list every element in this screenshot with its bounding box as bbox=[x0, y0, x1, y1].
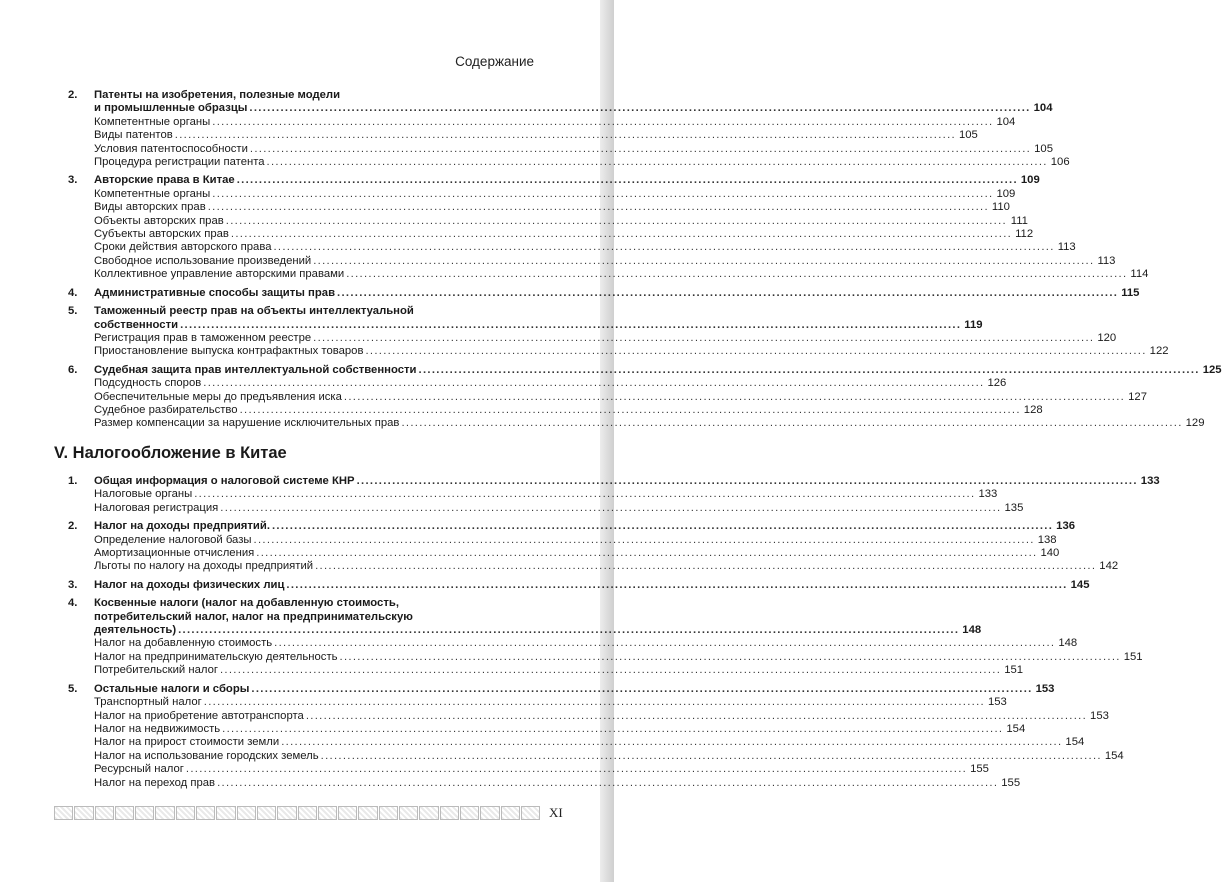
toc-page-number: 151 bbox=[1123, 650, 1143, 663]
footer-ornament-tile bbox=[135, 806, 154, 820]
footer-ornament-tile bbox=[277, 806, 296, 820]
toc-entry[interactable] bbox=[68, 475, 1160, 488]
toc-subentry-title: Налог на недвижимость bbox=[94, 722, 221, 735]
footer-ornament-tile bbox=[501, 806, 520, 820]
toc-leader-dots bbox=[274, 637, 1055, 650]
footer-ornament-tile bbox=[95, 806, 114, 820]
toc-subentry[interactable] bbox=[68, 268, 1149, 281]
toc-page-number: 105 bbox=[1034, 142, 1053, 155]
toc-entry[interactable] bbox=[68, 682, 1055, 696]
footer-ornament-tile bbox=[155, 806, 174, 820]
toc-subentry[interactable] bbox=[68, 115, 1016, 129]
toc-subentry[interactable] bbox=[68, 533, 1057, 547]
toc-subentry-title: Объекты авторских прав bbox=[94, 214, 224, 227]
footer-ornament-tile bbox=[54, 806, 73, 820]
footer-ornament-tile bbox=[460, 806, 479, 820]
toc-subentry[interactable] bbox=[68, 547, 1060, 560]
footer-ornament-tile bbox=[521, 806, 540, 820]
toc-leader-dots bbox=[256, 547, 1037, 560]
footer-ornament-tile bbox=[480, 806, 499, 820]
toc-entry-title: Общая информация о налоговой системе КНР bbox=[94, 475, 355, 487]
toc-leader-dots bbox=[272, 520, 1053, 533]
toc-subentry[interactable] bbox=[68, 749, 1124, 763]
toc-page-number: 104 bbox=[1033, 102, 1053, 115]
toc-page-number: 136 bbox=[1056, 520, 1076, 533]
toc-subentry-title: Налог на добавленную стоимость bbox=[94, 637, 273, 650]
toc-entry-number: 6. bbox=[68, 363, 78, 376]
footer-ornament-tile bbox=[419, 806, 438, 820]
footer-ornament-tile bbox=[298, 806, 317, 820]
toc-page-number: 153 bbox=[1035, 682, 1055, 695]
toc-page-number: 155 bbox=[970, 763, 989, 776]
toc-subentry[interactable] bbox=[68, 142, 1053, 156]
toc-indent bbox=[68, 611, 94, 624]
toc-leader-dots bbox=[217, 777, 998, 790]
toc-entry[interactable] bbox=[68, 363, 1222, 377]
toc-subentry[interactable] bbox=[68, 228, 1034, 241]
toc-page-number: 135 bbox=[1004, 501, 1024, 514]
toc-leader-dots bbox=[337, 287, 1118, 300]
toc-entry[interactable] bbox=[68, 102, 1053, 115]
toc-subentry[interactable] bbox=[68, 129, 978, 142]
toc-leader-dots bbox=[365, 345, 1146, 358]
toc-entry-title: потребительский налог, налог на предпринимательскую bbox=[94, 610, 413, 623]
toc-entry-number: 5. bbox=[68, 305, 78, 318]
toc-subentry-title: Налог на переход прав bbox=[94, 776, 216, 789]
toc-leader-dots bbox=[251, 683, 1032, 696]
toc-page-number: 113 bbox=[1057, 241, 1076, 254]
toc-page-number: 133 bbox=[1140, 475, 1160, 487]
toc-subentry[interactable] bbox=[68, 696, 1007, 709]
toc-subentry-title: Обеспечительные меры до предъявления иска bbox=[94, 390, 342, 403]
toc-subentry-title: Налоговая регистрация bbox=[94, 501, 219, 514]
toc-leader-dots bbox=[212, 188, 993, 201]
toc-page-number: 154 bbox=[1006, 722, 1026, 735]
toc-leader-dots bbox=[315, 560, 1096, 573]
toc-subentry[interactable] bbox=[68, 241, 1076, 254]
toc-leader-dots bbox=[220, 664, 1001, 677]
toc-leader-dots bbox=[226, 215, 1007, 228]
toc-page-number: 111 bbox=[1010, 214, 1028, 227]
toc-subentry[interactable] bbox=[68, 709, 1109, 723]
toc-entry-line bbox=[68, 611, 534, 624]
toc-subentry-title: Подсудность споров bbox=[94, 377, 202, 390]
toc-page-number: 106 bbox=[1050, 156, 1070, 169]
toc-leader-dots bbox=[344, 391, 1125, 404]
toc-page-number: 122 bbox=[1149, 345, 1169, 358]
toc-leader-dots bbox=[203, 377, 984, 390]
toc-subentry-title: Потребительский налог bbox=[94, 664, 218, 677]
toc-entry-title: и промышленные образцы bbox=[94, 102, 248, 115]
toc-subentry[interactable] bbox=[68, 390, 1147, 404]
toc-page-number: 128 bbox=[1023, 403, 1043, 416]
toc-leader-dots bbox=[346, 268, 1127, 281]
footer-ornament-tile bbox=[196, 806, 215, 820]
toc-page-number: 151 bbox=[1004, 664, 1024, 677]
toc-subentry[interactable] bbox=[68, 331, 1117, 345]
toc-page-number: 154 bbox=[1065, 736, 1085, 749]
toc-page-number: 104 bbox=[996, 115, 1016, 128]
toc-list-tax bbox=[68, 475, 1160, 790]
toc-entry-title: Патенты на изобретения, полезные модели bbox=[94, 89, 341, 101]
toc-subentry[interactable] bbox=[68, 156, 1070, 169]
toc-leader-dots bbox=[194, 488, 975, 501]
toc-leader-dots bbox=[222, 723, 1003, 736]
toc-leader-dots bbox=[321, 750, 1102, 763]
toc-page-number: 129 bbox=[1185, 417, 1205, 430]
toc-entry-title: Косвенные налоги (налог на добавленную стоимость, bbox=[94, 597, 399, 610]
toc-leader-dots bbox=[186, 763, 967, 776]
toc-entry-title: деятельность) bbox=[94, 624, 177, 637]
toc-page-number: 148 bbox=[962, 624, 982, 637]
toc-leader-dots bbox=[306, 710, 1087, 723]
toc-entry-title: Таможенный реестр прав на объекты интеллектуальной bbox=[94, 305, 414, 318]
toc-leader-dots bbox=[231, 228, 1012, 241]
toc-page-number: 133 bbox=[978, 488, 998, 501]
footer-ornament-tile bbox=[237, 806, 256, 820]
toc-subentry-title: Приостановление выпуска контрафактных товаров bbox=[94, 345, 364, 358]
footer-ornament-tile bbox=[74, 806, 93, 820]
toc-entry[interactable] bbox=[68, 318, 983, 332]
toc-subentry-title: Субъекты авторских прав bbox=[94, 228, 229, 241]
toc-leader-dots bbox=[281, 736, 1062, 749]
toc-page-number: 109 bbox=[1020, 174, 1040, 187]
footer-ornament-tile bbox=[399, 806, 418, 820]
toc-entry-title: Авторские права в Китае bbox=[94, 174, 235, 187]
toc-leader-dots bbox=[357, 475, 1138, 488]
toc-page-number: 110 bbox=[991, 201, 1010, 214]
toc-leader-dots bbox=[240, 404, 1021, 417]
toc-entry-number: 3. bbox=[68, 174, 78, 187]
toc-page-number: 140 bbox=[1040, 547, 1060, 560]
toc-page-number: 105 bbox=[958, 129, 978, 142]
toc-leader-dots bbox=[237, 174, 1018, 187]
toc-subentry-title: Налог на предпринимательскую деятельность bbox=[94, 650, 338, 663]
toc-subentry-title: Ресурсный налог bbox=[94, 763, 184, 776]
toc-leader-dots bbox=[313, 332, 1094, 345]
toc-leader-dots bbox=[212, 116, 993, 129]
toc-subentry-title: Виды патентов bbox=[94, 129, 173, 142]
page-number: XI bbox=[549, 805, 563, 820]
toc-page-number: 125 bbox=[1202, 363, 1222, 376]
toc-subentry[interactable] bbox=[68, 776, 1021, 790]
toc-subentry-title: Налог на использование городских земель bbox=[94, 749, 319, 762]
footer-ornament-tile bbox=[216, 806, 235, 820]
toc-page-number: 154 bbox=[1104, 749, 1124, 762]
toc-entry-number: 2. bbox=[68, 520, 78, 533]
toc-leader-dots bbox=[204, 696, 985, 709]
toc-page-number: 115 bbox=[1121, 286, 1140, 299]
running-header: Содержание bbox=[455, 54, 534, 69]
footer-ornament-tile bbox=[379, 806, 398, 820]
footer-ornament-tile bbox=[176, 806, 195, 820]
toc-entry-number: 3. bbox=[68, 578, 78, 591]
toc-leader-dots bbox=[313, 255, 1094, 268]
toc-subentry[interactable] bbox=[68, 736, 1085, 749]
toc-subentry-title: Компетентные органы bbox=[94, 187, 211, 200]
footer-ornament-tile bbox=[358, 806, 377, 820]
toc-entry[interactable] bbox=[68, 624, 982, 637]
toc-subentry-title: Размер компенсации за нарушение исключительных прав bbox=[94, 417, 400, 430]
toc-entry-number: 4. bbox=[68, 286, 78, 299]
footer-ornament-tile bbox=[257, 806, 276, 820]
toc-subentry[interactable] bbox=[68, 417, 1205, 430]
toc-leader-dots bbox=[286, 579, 1067, 592]
toc-subentry-title: Налоговые органы bbox=[94, 488, 193, 501]
toc-subentry[interactable] bbox=[68, 560, 1119, 573]
toc-entry[interactable] bbox=[68, 174, 1040, 187]
toc-leader-dots bbox=[220, 502, 1001, 515]
toc-entry-title: Административные способы защиты прав bbox=[94, 286, 336, 299]
toc-subentry-title: Коллективное управление авторскими правами bbox=[94, 268, 345, 281]
section-title: V. Налогообложение в Китае bbox=[54, 444, 287, 462]
toc-subentry-title: Транспортный налог bbox=[94, 696, 202, 709]
toc-subentry[interactable] bbox=[68, 664, 1024, 677]
toc-subentry-title: Свободное использование произведений bbox=[94, 254, 312, 267]
toc-leader-dots bbox=[175, 129, 956, 142]
toc-subentry-title: Амортизационные отчисления bbox=[94, 547, 255, 560]
toc-entry-line bbox=[68, 305, 534, 318]
toc-subentry[interactable] bbox=[68, 650, 1143, 664]
toc-entry-title: Остальные налоги и сборы bbox=[94, 682, 250, 695]
toc-page-number: 142 bbox=[1099, 560, 1119, 573]
footer-ornament-tile bbox=[440, 806, 459, 820]
toc-subentry[interactable] bbox=[68, 501, 1024, 515]
toc-subentry-title: Виды авторских прав bbox=[94, 201, 206, 214]
footer-ornament-tile bbox=[338, 806, 357, 820]
toc-subentry[interactable] bbox=[68, 201, 1010, 214]
toc-page-number: 127 bbox=[1128, 390, 1147, 403]
toc-page-number: 119 bbox=[964, 318, 983, 331]
toc-subentry[interactable] bbox=[68, 187, 1016, 201]
toc-leader-dots bbox=[180, 319, 961, 332]
toc-page-number: 155 bbox=[1001, 776, 1021, 789]
toc-subentry-title: Процедура регистрации патента bbox=[94, 156, 265, 169]
toc-leader-dots bbox=[254, 534, 1035, 547]
toc-leader-dots bbox=[250, 143, 1031, 156]
toc-subentry[interactable] bbox=[68, 377, 1007, 390]
toc-subentry-title: Налог на приобретение автотранспорта bbox=[94, 709, 304, 722]
toc-leader-dots bbox=[419, 364, 1200, 377]
toc-subentry[interactable] bbox=[68, 722, 1026, 736]
toc-entry-number: 1. bbox=[68, 475, 78, 487]
toc-subentry[interactable] bbox=[68, 488, 998, 501]
toc-entry-title: Налог на доходы предприятий. bbox=[94, 520, 270, 533]
toc-entry-title: собственности bbox=[94, 318, 179, 331]
toc-entry-line bbox=[68, 89, 534, 102]
toc-list-ip bbox=[68, 89, 1222, 431]
toc-subentry[interactable] bbox=[68, 254, 1116, 268]
toc-page-number: 120 bbox=[1097, 331, 1117, 344]
toc-page-number: 126 bbox=[987, 377, 1007, 390]
toc-entry-line bbox=[68, 597, 534, 610]
toc-subentry-title: Судебное разбирательство bbox=[94, 403, 238, 416]
toc-subentry[interactable] bbox=[68, 403, 1043, 417]
toc-entry-title: Судебная защита прав интеллектуальной собственности bbox=[94, 363, 417, 376]
toc-page-number: 148 bbox=[1058, 637, 1078, 650]
footer-ornament-tile bbox=[318, 806, 337, 820]
toc-page-number: 109 bbox=[996, 187, 1016, 200]
toc-leader-dots bbox=[178, 624, 959, 637]
toc-entry-number: 2. bbox=[68, 89, 78, 101]
toc-page-number: 145 bbox=[1070, 578, 1090, 591]
toc-leader-dots bbox=[401, 417, 1182, 430]
toc-entry[interactable] bbox=[68, 578, 1090, 592]
toc-entry[interactable] bbox=[68, 286, 1140, 300]
toc-subentry[interactable] bbox=[68, 637, 1078, 650]
toc-subentry[interactable] bbox=[68, 763, 989, 776]
toc-entry-title: Налог на доходы физических лиц bbox=[94, 578, 285, 591]
toc-subentry-title: Определение налоговой базы bbox=[94, 533, 252, 546]
decorative-footer-band bbox=[54, 806, 540, 820]
toc-entry-number: 5. bbox=[68, 682, 78, 695]
toc-leader-dots bbox=[273, 241, 1054, 254]
toc-leader-dots bbox=[249, 102, 1030, 115]
toc-entry[interactable] bbox=[68, 520, 1076, 533]
toc-entry-number: 4. bbox=[68, 597, 78, 610]
toc-subentry-title: Условия патентоспособности bbox=[94, 142, 248, 155]
toc-page-number: 112 bbox=[1015, 228, 1034, 241]
toc-subentry-title: Льготы по налогу на доходы предприятий bbox=[94, 560, 314, 573]
toc-page-number: 113 bbox=[1097, 254, 1116, 267]
toc-subentry[interactable] bbox=[68, 214, 1028, 228]
toc-page-number: 153 bbox=[1090, 709, 1109, 722]
footer-ornament-tile bbox=[115, 806, 134, 820]
toc-subentry-title: Регистрация прав в таможенном реестре bbox=[94, 331, 312, 344]
toc-page-number: 153 bbox=[987, 696, 1007, 709]
toc-leader-dots bbox=[267, 156, 1048, 169]
toc-subentry-title: Сроки действия авторского права bbox=[94, 241, 272, 254]
toc-subentry-title: Налог на прирост стоимости земли bbox=[94, 736, 280, 749]
toc-page-number: 138 bbox=[1037, 533, 1057, 546]
toc-subentry-title: Компетентные органы bbox=[94, 115, 211, 128]
toc-page-number: 114 bbox=[1130, 268, 1149, 281]
toc-leader-dots bbox=[340, 651, 1121, 664]
toc-leader-dots bbox=[208, 201, 989, 214]
toc-subentry[interactable] bbox=[68, 345, 1169, 358]
